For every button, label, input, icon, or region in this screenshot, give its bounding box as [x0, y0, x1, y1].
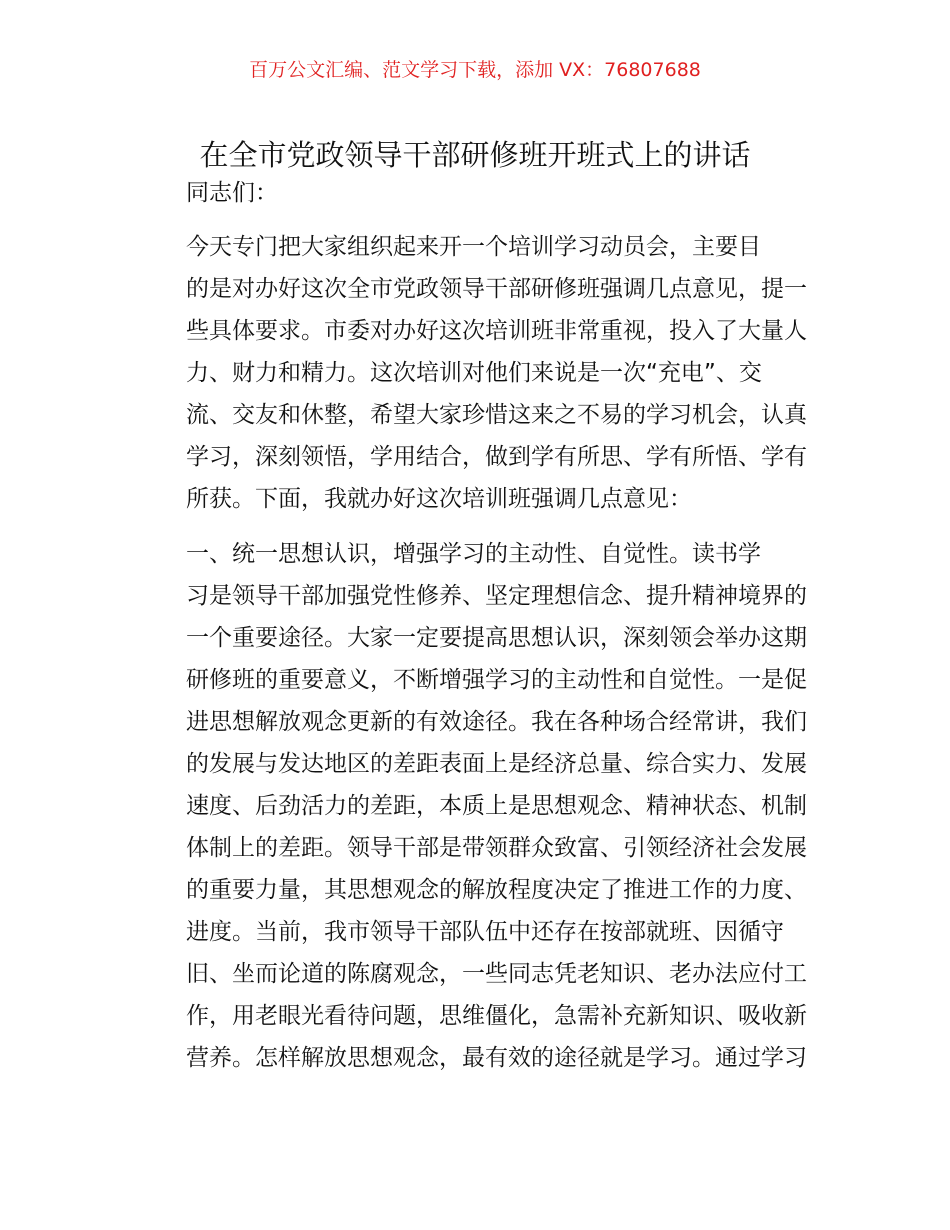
- text-line: 旧、坐而论道的陈腐观念，一些同志凭老知识、老办法应付工: [186, 961, 807, 987]
- text-line: 营养。怎样解放思想观念，最有效的途径就是学习。通过学习: [186, 1045, 807, 1071]
- text-line: 学习，深刻领悟，学用结合，做到学有所思、学有所悟、学有: [186, 444, 807, 470]
- text-line: 一、统一思想认识，增强学习的主动性、自觉性。读书学: [186, 541, 761, 567]
- document-title: 在全市党政领导干部研修班开班式上的讲话: [199, 138, 751, 173]
- text-line: 进思想解放观念更新的有效途径。我在各种场合经常讲，我们: [186, 709, 807, 735]
- text-line: 所获。下面，我就办好这次培训班强调几点意见：: [186, 486, 692, 512]
- text-line: 的发展与发达地区的差距表面上是经济总量、综合实力、发展: [186, 751, 807, 777]
- paragraph-intro: [140, 226, 812, 520]
- watermark-header: 百万公文汇编、范文学习下载，添加 VX：76807688: [249, 59, 701, 81]
- paragraph-section-one: [140, 533, 812, 1079]
- text-line: 研修班的重要意义，不断增强学习的主动性和自觉性。一是促: [186, 667, 807, 693]
- text-line: 今天专门把大家组织起来开一个培训学习动员会，主要目: [186, 234, 761, 260]
- text-line: 体制上的差距。领导干部是带领群众致富、引领经济社会发展: [186, 835, 807, 861]
- text-line: 进度。当前，我市领导干部队伍中还存在按部就班、因循守: [186, 919, 784, 945]
- text-line: 流、交友和休整，希望大家珍惜这来之不易的学习机会，认真: [186, 402, 807, 428]
- text-line: 的重要力量，其思想观念的解放程度决定了推进工作的力度、: [186, 877, 807, 903]
- text-line: 作，用老眼光看待问题，思维僵化，急需补充新知识、吸收新: [186, 1003, 807, 1029]
- text-line: 些具体要求。市委对办好这次培训班非常重视，投入了大量人: [186, 318, 807, 344]
- text-line: 力、财力和精力。这次培训对他们来说是一次“充电”、交: [186, 360, 762, 386]
- document-body: [140, 172, 812, 1079]
- salutation: 同志们：: [186, 180, 278, 206]
- text-line: 速度、后劲活力的差距，本质上是思想观念、精神状态、机制: [186, 793, 807, 819]
- text-line: 一个重要途径。大家一定要提高思想认识，深刻领会举办这期: [186, 625, 807, 651]
- text-line: 的是对办好这次全市党政领导干部研修班强调几点意见，提一: [186, 276, 807, 302]
- text-line: 习是领导干部加强党性修养、坚定理想信念、提升精神境界的: [186, 583, 807, 609]
